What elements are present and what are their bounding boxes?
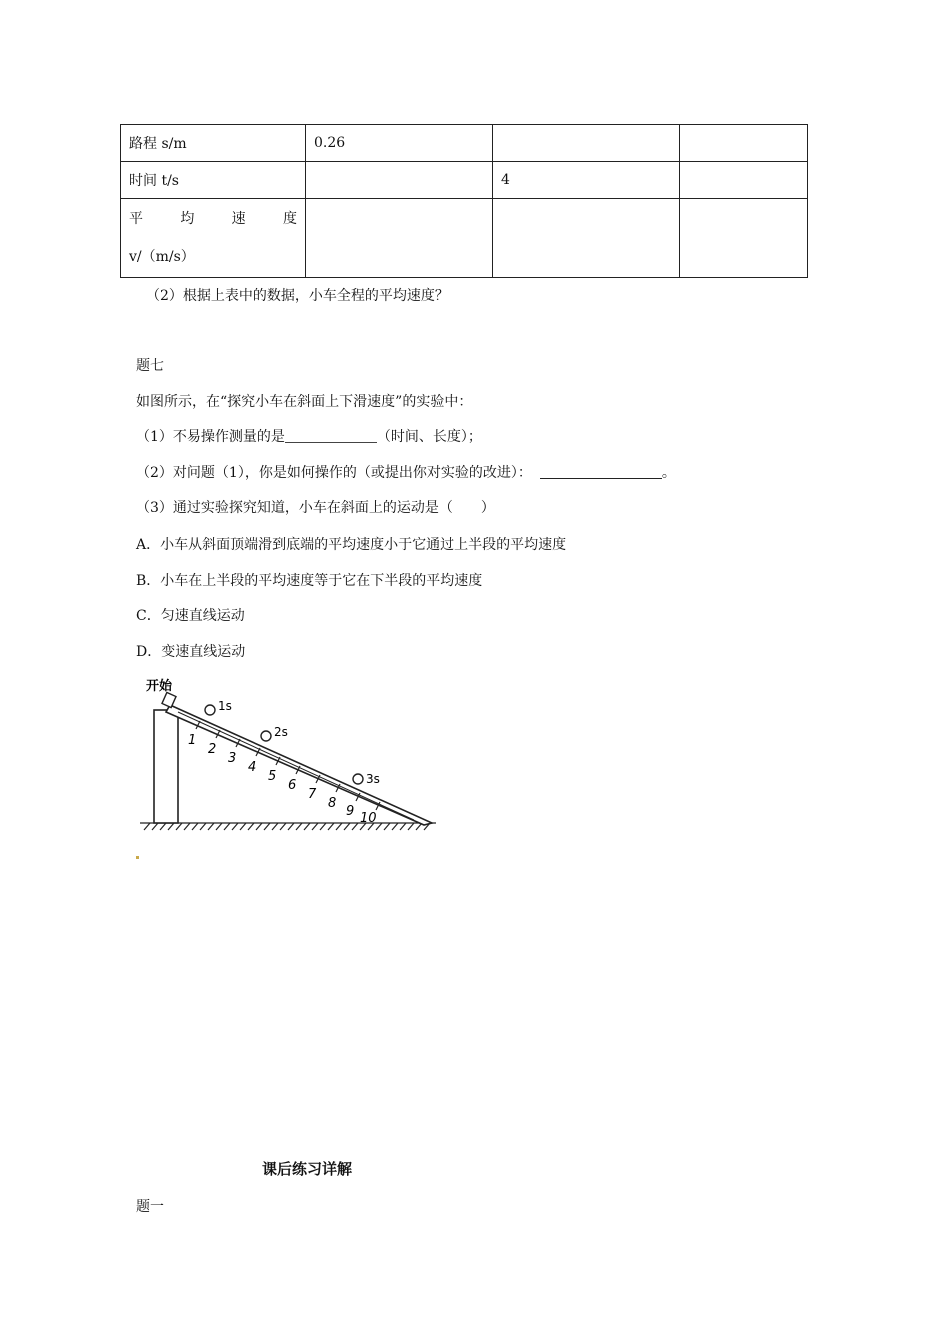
time-label-3s: 3s xyxy=(366,772,380,786)
tick-label: 6 xyxy=(288,778,297,793)
label-char: 度 xyxy=(282,211,297,227)
answer-blank[interactable] xyxy=(285,428,377,443)
incline-board xyxy=(166,705,432,825)
row-label-time: 时间 t/s xyxy=(121,162,306,199)
cell xyxy=(306,199,493,278)
speed-label-line1 xyxy=(129,200,297,238)
table-row xyxy=(121,199,808,278)
tick-label: 8 xyxy=(328,796,337,811)
incline-figure xyxy=(138,672,438,832)
label-char: 均 xyxy=(180,211,195,227)
table-row xyxy=(121,125,808,162)
label-char: 速 xyxy=(231,211,246,227)
scale-numbers xyxy=(188,733,377,826)
stray-mark xyxy=(136,856,139,859)
tick-label: 9 xyxy=(346,804,355,819)
tick-label: 3 xyxy=(228,751,237,766)
section-heading: 课后练习详解 xyxy=(262,1160,353,1178)
row-label-distance: 路程 s/m xyxy=(121,125,306,162)
cell xyxy=(493,199,680,278)
tick-label: 1 xyxy=(188,733,197,748)
table-row xyxy=(121,162,808,199)
q7-part1-hint: （时间、长度）； xyxy=(376,429,482,445)
cell: 4 xyxy=(493,162,680,199)
q7-part1 xyxy=(136,426,482,446)
support-block xyxy=(154,710,178,823)
option-b: B．小车在上半段的平均速度等于它在下半段的平均速度 xyxy=(136,573,483,589)
time-label-2s: 2s xyxy=(274,725,288,739)
q7-part2-end: 。 xyxy=(661,465,676,481)
q7-part1-text: （1）不易操作测量的是 xyxy=(136,429,285,445)
q7-part2-text: （2）对问题（1），你是如何操作的（或提出你对实验的改进）： xyxy=(136,465,532,481)
cell xyxy=(680,199,808,278)
start-label: 开始 xyxy=(146,679,173,694)
ball-1s xyxy=(205,705,215,715)
option-d: D．变速直线运动 xyxy=(136,644,246,660)
tick-label: 2 xyxy=(208,742,217,757)
ball-3s xyxy=(353,774,363,784)
tick-label: 7 xyxy=(308,787,317,802)
tick-label: 5 xyxy=(268,769,277,784)
q7-intro: 如图所示，在“探究小车在斜面上下滑速度”的实验中： xyxy=(136,394,473,410)
cell xyxy=(680,125,808,162)
q7-title: 题七 xyxy=(136,358,164,374)
time-label-1s: 1s xyxy=(218,699,232,713)
label-char: 平 xyxy=(129,211,143,227)
cell xyxy=(306,162,493,199)
cart-start xyxy=(162,692,176,707)
ground xyxy=(140,823,436,830)
ball-2s xyxy=(261,731,271,741)
q7-part3: （3）通过实验探究知道，小车在斜面上的运动是（ ） xyxy=(136,500,495,516)
cell xyxy=(493,125,680,162)
cell xyxy=(680,162,808,199)
cell: 0.26 xyxy=(306,125,493,162)
speed-label-line2: v/（m/s） xyxy=(129,249,195,265)
option-a: A．小车从斜面顶端滑到底端的平均速度小于它通过上半段的平均速度 xyxy=(136,537,567,553)
q7-part2 xyxy=(136,462,676,482)
data-table xyxy=(120,124,808,278)
option-c: C．匀速直线运动 xyxy=(136,608,245,624)
q6-part2: （2）根据上表中的数据，小车全程的平均速度？ xyxy=(146,288,449,304)
tick-label: 4 xyxy=(248,760,257,775)
row-label-speed xyxy=(121,199,306,278)
tick-label: 10 xyxy=(360,811,377,826)
next-question-title: 题一 xyxy=(136,1199,164,1215)
answer-blank[interactable] xyxy=(540,464,662,479)
